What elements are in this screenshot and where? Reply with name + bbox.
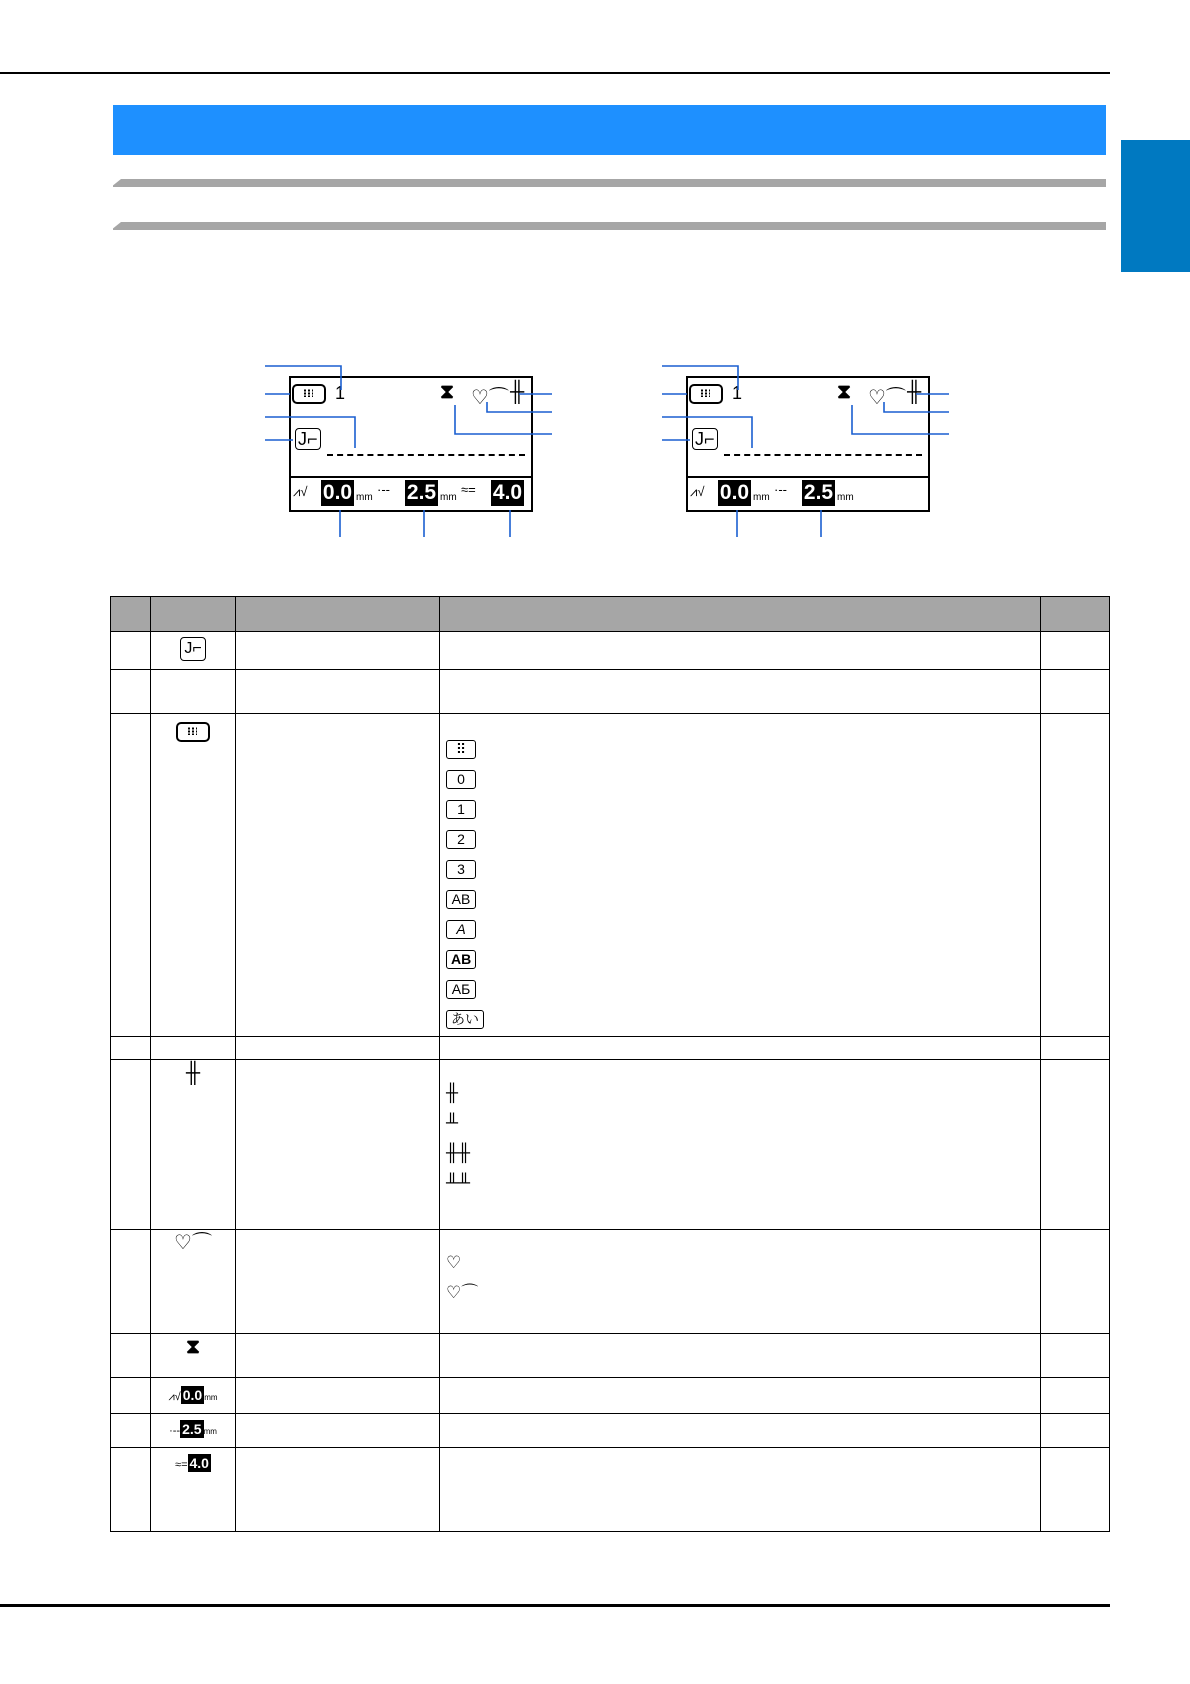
thread-tension-icon: ≈= xyxy=(461,482,476,497)
category-key: AB xyxy=(446,890,476,909)
stitch-length-icon: ·-- xyxy=(774,482,787,497)
needle-position-icon: ╫ xyxy=(185,1062,201,1084)
length-unit: mm xyxy=(440,492,457,503)
needle-mode-glyph: ╨╨ xyxy=(446,1173,471,1192)
needle-mode-glyph: ╫╫ xyxy=(446,1143,471,1162)
pattern-combination-icon: ♡⌒ xyxy=(868,387,906,409)
table-row xyxy=(111,1448,1110,1532)
pattern-combination-icon: ♡⌒ xyxy=(174,1232,212,1254)
category-key: ⠿ xyxy=(446,740,476,759)
tension-value: 4.0 xyxy=(492,481,523,504)
category-key: AБ xyxy=(446,980,476,999)
col-header-page xyxy=(1041,597,1110,632)
length-value: 2.5 xyxy=(406,481,437,504)
stitch-length-icon: ·-- xyxy=(377,482,390,497)
width-value: 0.0 xyxy=(719,481,750,504)
table-row xyxy=(111,632,1110,670)
width-unit: mm xyxy=(356,492,373,503)
thread-tension-icon: ≈= xyxy=(175,1459,188,1471)
needle-mode-glyph: ╫ xyxy=(446,1083,459,1102)
width-unit: mm xyxy=(753,492,770,503)
needle-mode-glyph: ╨ xyxy=(446,1113,459,1132)
mirror-image-icon: ⧗ xyxy=(837,381,852,403)
callout-lines xyxy=(0,0,1190,560)
category-key: AB xyxy=(446,950,476,969)
presser-foot-icon: J⌐ xyxy=(295,428,321,450)
table-row xyxy=(111,714,1110,1037)
mode-number: 1 xyxy=(732,383,743,403)
length-unit: mm xyxy=(203,1427,217,1436)
table-row xyxy=(111,1037,1110,1060)
key-grid-icon xyxy=(176,722,210,742)
table-header-row xyxy=(111,597,1110,632)
mirror-image-icon: ⧗ xyxy=(440,381,455,403)
width-value: 0.0 xyxy=(182,1387,203,1403)
table-row xyxy=(111,1414,1110,1448)
needle-mode-list xyxy=(440,1060,1040,1200)
mode-number: 1 xyxy=(335,383,346,403)
stitch-width-icon: ⩘√ xyxy=(690,484,705,499)
needle-position-icon: ╫ xyxy=(510,381,525,403)
tension-value: 4.0 xyxy=(189,1455,209,1471)
stitch-length-icon: ·-- xyxy=(169,1425,181,1437)
col-header-item xyxy=(236,597,440,632)
table-row xyxy=(111,1060,1110,1230)
footer-rule xyxy=(0,1604,1110,1607)
category-key: あい xyxy=(446,1010,484,1029)
width-unit: mm xyxy=(204,1393,218,1402)
length-value: 2.5 xyxy=(803,481,834,504)
combination-mode-glyph: ♡⌒ xyxy=(446,1283,479,1302)
pattern-combination-icon: ♡⌒ xyxy=(471,387,509,409)
table-row xyxy=(111,1378,1110,1414)
mirror-image-icon: ⧗ xyxy=(185,1336,201,1358)
stitch-width-icon: ⩘√ xyxy=(168,1391,181,1403)
display-reference-table xyxy=(110,596,1110,1532)
combination-mode-list xyxy=(440,1230,1040,1310)
col-header-display xyxy=(151,597,236,632)
category-key: 0 xyxy=(446,770,476,789)
width-value: 0.0 xyxy=(322,481,353,504)
category-key: 3 xyxy=(446,860,476,879)
category-key: 1 xyxy=(446,800,476,819)
table-row xyxy=(111,1334,1110,1378)
presser-foot-icon: J⌐ xyxy=(180,637,205,661)
stitch-width-icon: ⩘√ xyxy=(293,484,308,499)
category-key: A xyxy=(446,920,476,939)
length-value: 2.5 xyxy=(182,1421,202,1437)
table-row xyxy=(111,1230,1110,1334)
col-header-no xyxy=(111,597,151,632)
col-header-explanation xyxy=(440,597,1041,632)
length-unit: mm xyxy=(837,492,854,503)
needle-position-icon: ╫ xyxy=(907,381,922,403)
table-row xyxy=(111,670,1110,714)
category-key-list xyxy=(440,714,1040,1036)
combination-mode-glyph: ♡ xyxy=(446,1253,462,1272)
presser-foot-icon: J⌐ xyxy=(692,428,718,450)
category-key: 2 xyxy=(446,830,476,849)
